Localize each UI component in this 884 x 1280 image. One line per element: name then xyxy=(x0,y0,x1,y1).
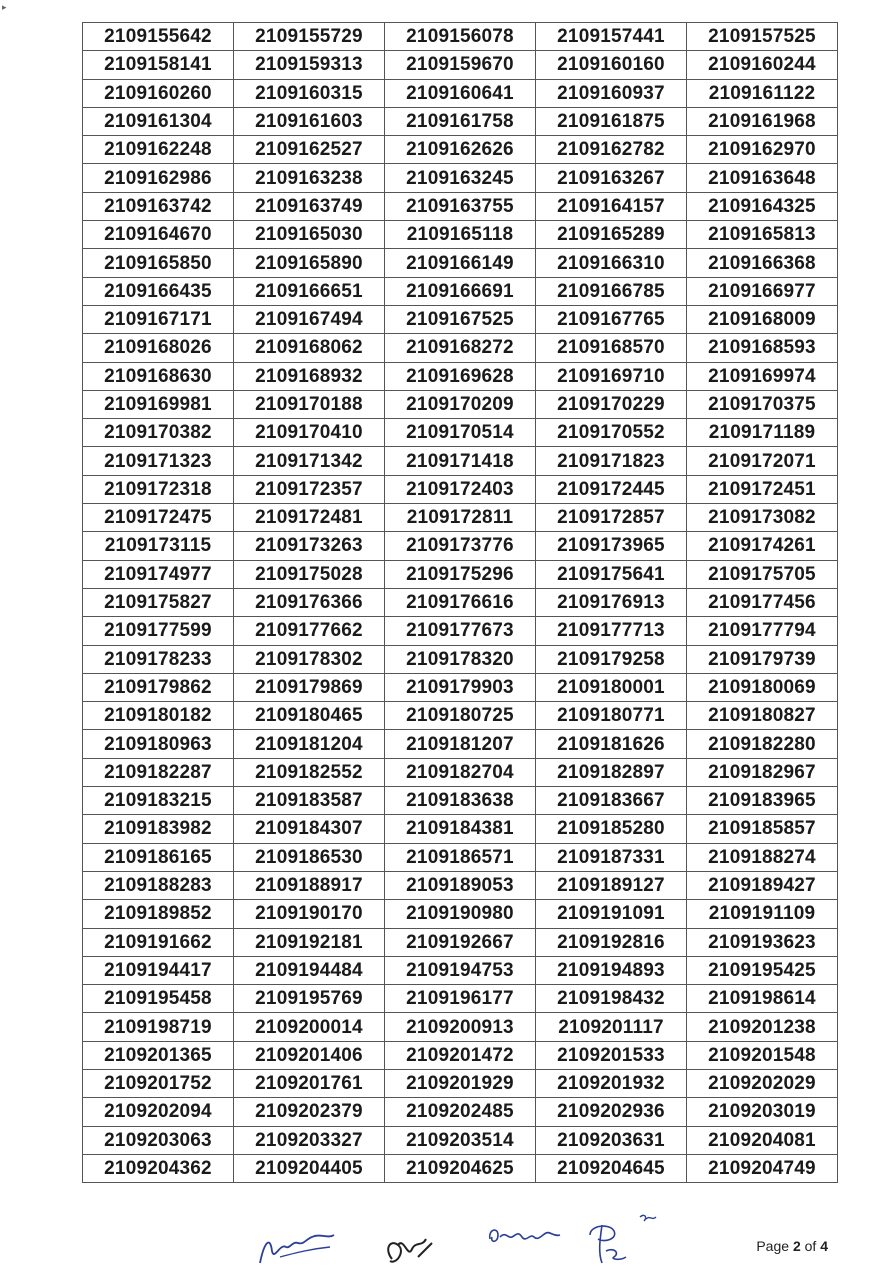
table-row xyxy=(83,362,838,390)
table-cell: 2109159670 xyxy=(385,51,536,79)
table-cell: 2109194417 xyxy=(83,956,234,984)
table-cell: 2109180963 xyxy=(83,730,234,758)
table-cell: 2109170410 xyxy=(234,419,385,447)
table-cell: 2109160937 xyxy=(536,79,687,107)
table-row xyxy=(83,1069,838,1097)
table-cell: 2109165813 xyxy=(687,221,838,249)
table-cell: 2109160315 xyxy=(234,79,385,107)
table-cell: 2109201472 xyxy=(385,1041,536,1069)
table-cell: 2109180771 xyxy=(536,702,687,730)
table-cell: 2109170552 xyxy=(536,419,687,447)
table-cell: 2109178302 xyxy=(234,645,385,673)
table-cell: 2109181207 xyxy=(385,730,536,758)
table-cell: 2109172481 xyxy=(234,504,385,532)
table-cell: 2109166368 xyxy=(687,249,838,277)
table-cell: 2109185857 xyxy=(687,815,838,843)
table-cell: 2109172451 xyxy=(687,475,838,503)
table-cell: 2109203631 xyxy=(536,1126,687,1154)
table-row xyxy=(83,475,838,503)
table-cell: 2109194753 xyxy=(385,956,536,984)
table-cell: 2109161758 xyxy=(385,107,536,135)
table-cell: 2109169974 xyxy=(687,362,838,390)
table-row xyxy=(83,617,838,645)
table-cell: 2109177673 xyxy=(385,617,536,645)
table-cell: 2109190980 xyxy=(385,900,536,928)
table-cell: 2109163648 xyxy=(687,164,838,192)
table-cell: 2109168932 xyxy=(234,362,385,390)
table-cell: 2109170209 xyxy=(385,390,536,418)
table-cell: 2109161875 xyxy=(536,107,687,135)
table-cell: 2109175827 xyxy=(83,588,234,616)
table-cell: 2109171823 xyxy=(536,447,687,475)
table-cell: 2109171418 xyxy=(385,447,536,475)
table-cell: 2109157441 xyxy=(536,23,687,51)
table-cell: 2109188274 xyxy=(687,843,838,871)
table-row xyxy=(83,815,838,843)
table-cell: 2109163742 xyxy=(83,192,234,220)
table-cell: 2109170382 xyxy=(83,419,234,447)
table-cell: 2109165890 xyxy=(234,249,385,277)
table-cell: 2109180725 xyxy=(385,702,536,730)
table-cell: 2109180465 xyxy=(234,702,385,730)
table-cell: 2109175705 xyxy=(687,560,838,588)
table-row xyxy=(83,560,838,588)
table-cell: 2109169981 xyxy=(83,390,234,418)
table-row xyxy=(83,164,838,192)
table-cell: 2109174261 xyxy=(687,532,838,560)
table-cell: 2109166691 xyxy=(385,277,536,305)
table-cell: 2109201932 xyxy=(536,1069,687,1097)
table-cell: 2109177713 xyxy=(536,617,687,645)
table-cell: 2109198614 xyxy=(687,985,838,1013)
table-cell: 2109172071 xyxy=(687,447,838,475)
table-cell: 2109168272 xyxy=(385,334,536,362)
table-cell: 2109200913 xyxy=(385,1013,536,1041)
table-cell: 2109182704 xyxy=(385,758,536,786)
table-cell: 2109158141 xyxy=(83,51,234,79)
table-cell: 2109200014 xyxy=(234,1013,385,1041)
table-cell: 2109178320 xyxy=(385,645,536,673)
table-cell: 2109169710 xyxy=(536,362,687,390)
table-cell: 2109171342 xyxy=(234,447,385,475)
table-cell: 2109201238 xyxy=(687,1013,838,1041)
table-cell: 2109166651 xyxy=(234,277,385,305)
table-cell: 2109203019 xyxy=(687,1098,838,1126)
table-cell: 2109177662 xyxy=(234,617,385,645)
signature-2-icon xyxy=(378,1219,438,1279)
table-cell: 2109174977 xyxy=(83,560,234,588)
table-cell: 2109186571 xyxy=(385,843,536,871)
table-cell: 2109168593 xyxy=(687,334,838,362)
table-cell: 2109201365 xyxy=(83,1041,234,1069)
table-cell: 2109165118 xyxy=(385,221,536,249)
table-cell: 2109183638 xyxy=(385,787,536,815)
table-cell: 2109157525 xyxy=(687,23,838,51)
table-row xyxy=(83,305,838,333)
table-cell: 2109201406 xyxy=(234,1041,385,1069)
table-cell: 2109160641 xyxy=(385,79,536,107)
table-cell: 2109159313 xyxy=(234,51,385,79)
table-cell: 2109189127 xyxy=(536,871,687,899)
table-row xyxy=(83,588,838,616)
table-cell: 2109179258 xyxy=(536,645,687,673)
table-cell: 2109203063 xyxy=(83,1126,234,1154)
table-cell: 2109188917 xyxy=(234,871,385,899)
table-cell: 2109161968 xyxy=(687,107,838,135)
table-cell: 2109161122 xyxy=(687,79,838,107)
table-cell: 2109166149 xyxy=(385,249,536,277)
table-cell: 2109176913 xyxy=(536,588,687,616)
table-cell: 2109192181 xyxy=(234,928,385,956)
table-cell: 2109202485 xyxy=(385,1098,536,1126)
table-cell: 2109182897 xyxy=(536,758,687,786)
table-cell: 2109182967 xyxy=(687,758,838,786)
table-cell: 2109183215 xyxy=(83,787,234,815)
table-cell: 2109170188 xyxy=(234,390,385,418)
table-cell: 2109181626 xyxy=(536,730,687,758)
table-cell: 2109204749 xyxy=(687,1154,838,1182)
table-row xyxy=(83,730,838,758)
table-cell: 2109165850 xyxy=(83,249,234,277)
table-cell: 2109191109 xyxy=(687,900,838,928)
table-cell: 2109195425 xyxy=(687,956,838,984)
table-cell: 2109161603 xyxy=(234,107,385,135)
table-cell: 2109198719 xyxy=(83,1013,234,1041)
table-row xyxy=(83,277,838,305)
table-cell: 2109167525 xyxy=(385,305,536,333)
table-cell: 2109167494 xyxy=(234,305,385,333)
table-row xyxy=(83,249,838,277)
table-cell: 2109172318 xyxy=(83,475,234,503)
table-cell: 2109171323 xyxy=(83,447,234,475)
table-cell: 2109195769 xyxy=(234,985,385,1013)
table-cell: 2109204362 xyxy=(83,1154,234,1182)
table-cell: 2109173965 xyxy=(536,532,687,560)
table-cell: 2109161304 xyxy=(83,107,234,135)
table-row xyxy=(83,79,838,107)
signature-4-icon xyxy=(580,1205,660,1271)
table-cell: 2109177794 xyxy=(687,617,838,645)
table-row xyxy=(83,419,838,447)
table-row xyxy=(83,136,838,164)
table-cell: 2109172445 xyxy=(536,475,687,503)
table-cell: 2109170514 xyxy=(385,419,536,447)
table-row xyxy=(83,956,838,984)
signature-3-icon xyxy=(484,1215,564,1255)
table-cell: 2109185280 xyxy=(536,815,687,843)
table-cell: 2109171189 xyxy=(687,419,838,447)
table-cell: 2109201752 xyxy=(83,1069,234,1097)
table-cell: 2109182287 xyxy=(83,758,234,786)
page-of: of xyxy=(800,1238,821,1254)
table-cell: 2109201929 xyxy=(385,1069,536,1097)
table-cell: 2109189427 xyxy=(687,871,838,899)
table-cell: 2109179739 xyxy=(687,645,838,673)
table-row xyxy=(83,758,838,786)
table-row xyxy=(83,673,838,701)
table-cell: 2109187331 xyxy=(536,843,687,871)
table-cell: 2109188283 xyxy=(83,871,234,899)
table-cell: 2109181204 xyxy=(234,730,385,758)
table-cell: 2109183667 xyxy=(536,787,687,815)
table-cell: 2109178233 xyxy=(83,645,234,673)
table-row xyxy=(83,334,838,362)
table-cell: 2109190170 xyxy=(234,900,385,928)
table-row xyxy=(83,645,838,673)
table-cell: 2109194484 xyxy=(234,956,385,984)
table-cell: 2109191662 xyxy=(83,928,234,956)
table-cell: 2109186530 xyxy=(234,843,385,871)
table-row xyxy=(83,843,838,871)
table-cell: 2109183982 xyxy=(83,815,234,843)
table-cell: 2109204081 xyxy=(687,1126,838,1154)
table-cell: 2109166310 xyxy=(536,249,687,277)
page-current: 2 xyxy=(792,1238,801,1254)
table-cell: 2109163238 xyxy=(234,164,385,192)
table-cell: 2109201548 xyxy=(687,1041,838,1069)
table-cell: 2109177599 xyxy=(83,617,234,645)
table-cell: 2109170375 xyxy=(687,390,838,418)
table-cell: 2109202029 xyxy=(687,1069,838,1097)
table-cell: 2109176616 xyxy=(385,588,536,616)
table-cell: 2109162626 xyxy=(385,136,536,164)
table-cell: 2109167765 xyxy=(536,305,687,333)
table-cell: 2109173776 xyxy=(385,532,536,560)
table-cell: 2109162782 xyxy=(536,136,687,164)
table-cell: 2109201533 xyxy=(536,1041,687,1069)
table-cell: 2109168630 xyxy=(83,362,234,390)
table-cell: 2109172357 xyxy=(234,475,385,503)
table-row xyxy=(83,871,838,899)
table-cell: 2109180001 xyxy=(536,673,687,701)
table-cell: 2109160244 xyxy=(687,51,838,79)
table-cell: 2109172403 xyxy=(385,475,536,503)
table-cell: 2109196177 xyxy=(385,985,536,1013)
table-row xyxy=(83,532,838,560)
table-cell: 2109183587 xyxy=(234,787,385,815)
table-cell: 2109193623 xyxy=(687,928,838,956)
table-row xyxy=(83,1154,838,1182)
table-cell: 2109165289 xyxy=(536,221,687,249)
table-body xyxy=(83,23,838,1183)
table-cell: 2109163267 xyxy=(536,164,687,192)
table-cell: 2109167171 xyxy=(83,305,234,333)
signatures xyxy=(250,1205,690,1275)
table-cell: 2109203514 xyxy=(385,1126,536,1154)
table-cell: 2109165030 xyxy=(234,221,385,249)
table-row xyxy=(83,107,838,135)
table-cell: 2109164670 xyxy=(83,221,234,249)
table-cell: 2109184381 xyxy=(385,815,536,843)
table-cell: 2109179862 xyxy=(83,673,234,701)
table-cell: 2109168026 xyxy=(83,334,234,362)
table-row xyxy=(83,702,838,730)
table-cell: 2109162248 xyxy=(83,136,234,164)
table-row xyxy=(83,900,838,928)
table-row xyxy=(83,447,838,475)
table-row xyxy=(83,1013,838,1041)
page-number xyxy=(756,1238,828,1254)
table-cell: 2109194893 xyxy=(536,956,687,984)
table-cell: 2109163245 xyxy=(385,164,536,192)
table-cell: 2109189053 xyxy=(385,871,536,899)
table-cell: 2109168570 xyxy=(536,334,687,362)
table-row xyxy=(83,985,838,1013)
number-table xyxy=(82,22,838,1183)
table-cell: 2109202936 xyxy=(536,1098,687,1126)
table-row xyxy=(83,390,838,418)
table-cell: 2109195458 xyxy=(83,985,234,1013)
table-cell: 2109182280 xyxy=(687,730,838,758)
table-cell: 2109160160 xyxy=(536,51,687,79)
table-cell: 2109166977 xyxy=(687,277,838,305)
table-cell: 2109179869 xyxy=(234,673,385,701)
table-row xyxy=(83,928,838,956)
table-cell: 2109168062 xyxy=(234,334,385,362)
table-cell: 2109166785 xyxy=(536,277,687,305)
table-cell: 2109183965 xyxy=(687,787,838,815)
table-cell: 2109203327 xyxy=(234,1126,385,1154)
table-cell: 2109175296 xyxy=(385,560,536,588)
table-row xyxy=(83,1041,838,1069)
table-cell: 2109162970 xyxy=(687,136,838,164)
signature-1-icon xyxy=(250,1213,340,1273)
table-cell: 2109172811 xyxy=(385,504,536,532)
table-row xyxy=(83,51,838,79)
table-cell: 2109202379 xyxy=(234,1098,385,1126)
table-cell: 2109175641 xyxy=(536,560,687,588)
table-row xyxy=(83,504,838,532)
table-cell: 2109192816 xyxy=(536,928,687,956)
table-cell: 2109166435 xyxy=(83,277,234,305)
table-cell: 2109180827 xyxy=(687,702,838,730)
table-row xyxy=(83,1126,838,1154)
table-cell: 2109173263 xyxy=(234,532,385,560)
table-cell: 2109204645 xyxy=(536,1154,687,1182)
table-cell: 2109175028 xyxy=(234,560,385,588)
page-total: 4 xyxy=(820,1238,828,1254)
table-cell: 2109169628 xyxy=(385,362,536,390)
table-cell: 2109160260 xyxy=(83,79,234,107)
table-cell: 2109164325 xyxy=(687,192,838,220)
corner-mark-icon: ▸ xyxy=(2,2,7,12)
table-row xyxy=(83,1098,838,1126)
table-cell: 2109180182 xyxy=(83,702,234,730)
table-cell: 2109155729 xyxy=(234,23,385,51)
table-cell: 2109182552 xyxy=(234,758,385,786)
table-cell: 2109186165 xyxy=(83,843,234,871)
table-cell: 2109170229 xyxy=(536,390,687,418)
table-cell: 2109163755 xyxy=(385,192,536,220)
table-cell: 2109189852 xyxy=(83,900,234,928)
table-row xyxy=(83,192,838,220)
table-cell: 2109156078 xyxy=(385,23,536,51)
table-cell: 2109177456 xyxy=(687,588,838,616)
table-cell: 2109201761 xyxy=(234,1069,385,1097)
table-cell: 2109184307 xyxy=(234,815,385,843)
table-row xyxy=(83,23,838,51)
table-cell: 2109163749 xyxy=(234,192,385,220)
table-cell: 2109202094 xyxy=(83,1098,234,1126)
table-cell: 2109204625 xyxy=(385,1154,536,1182)
table-cell: 2109172475 xyxy=(83,504,234,532)
table-cell: 2109201117 xyxy=(536,1013,687,1041)
table-row xyxy=(83,787,838,815)
table-cell: 2109173082 xyxy=(687,504,838,532)
table-cell: 2109192667 xyxy=(385,928,536,956)
page-prefix: Page xyxy=(756,1238,793,1254)
table-cell: 2109168009 xyxy=(687,305,838,333)
table-cell: 2109176366 xyxy=(234,588,385,616)
table-cell: 2109164157 xyxy=(536,192,687,220)
table-cell: 2109204405 xyxy=(234,1154,385,1182)
table-cell: 2109162527 xyxy=(234,136,385,164)
table-cell: 2109162986 xyxy=(83,164,234,192)
table-cell: 2109172857 xyxy=(536,504,687,532)
table-row xyxy=(83,221,838,249)
table-cell: 2109198432 xyxy=(536,985,687,1013)
table-cell: 2109155642 xyxy=(83,23,234,51)
table-cell: 2109191091 xyxy=(536,900,687,928)
table-cell: 2109173115 xyxy=(83,532,234,560)
table-cell: 2109180069 xyxy=(687,673,838,701)
table-cell: 2109179903 xyxy=(385,673,536,701)
